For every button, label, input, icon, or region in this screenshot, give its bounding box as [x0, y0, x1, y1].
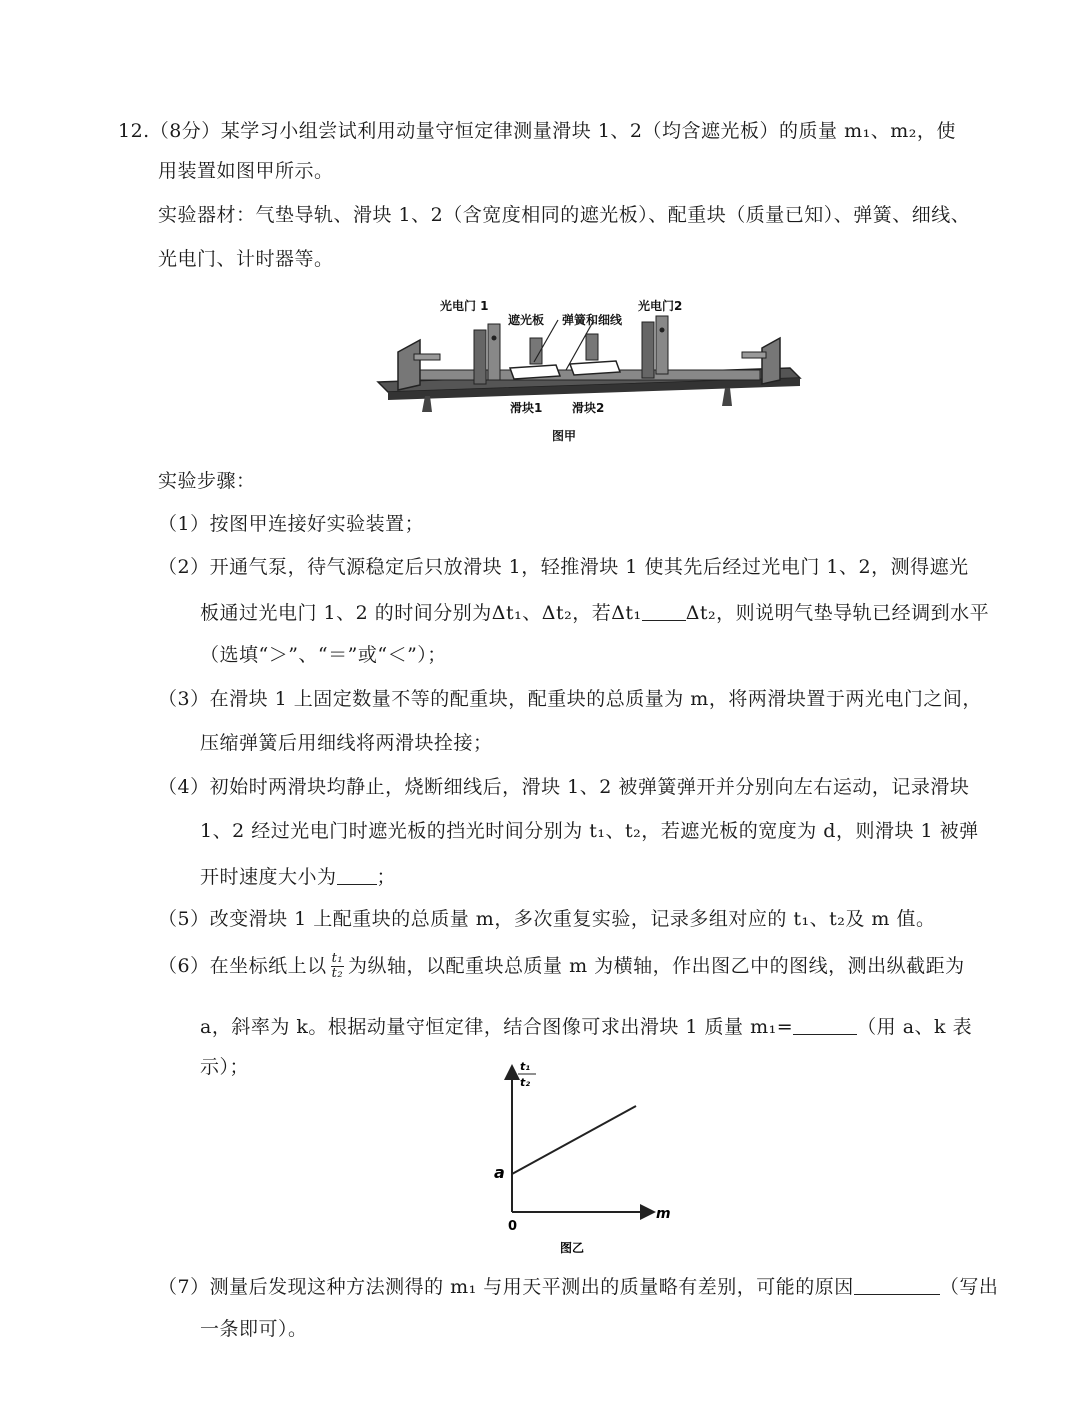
step-4-text-b: ； [376, 866, 397, 888]
label-slider-2: 滑块2 [572, 401, 605, 415]
answer-blank-4[interactable] [854, 1276, 940, 1295]
step-1: （1）按图甲连接好实验装置； [158, 513, 425, 535]
step-4-line-2: 1、2 经过光电门时遮光板的挡光时间分别为 t₁、t₂，若遮光板的宽度为 d，则滑块 1 被弹 [200, 820, 979, 842]
question-line-2: 用装置如图甲所示。 [158, 160, 334, 182]
caption-figure-b: 图乙 [560, 1241, 585, 1255]
materials-line-2: 光电门、计时器等。 [158, 248, 334, 270]
answer-blank-1[interactable] [642, 602, 686, 621]
fraction-t1-over-t2: $\frac{\text{t₁}}{\text{t₂}}$ [331, 951, 344, 982]
step-6-line-2 [200, 1016, 972, 1037]
step-4-line-3 [200, 866, 396, 887]
step-2-line-1: （2）开通气泵，待气源稳定后只放滑块 1，轻推滑块 1 使其先后经过光电门 1、2，测得遮光 [158, 556, 969, 578]
step-6-text-c: a，斜率为 k。根据动量守恒定律，结合图像可求出滑块 1 质量 m₁= [200, 1016, 794, 1038]
answer-blank-2[interactable] [337, 866, 377, 885]
step-3-line-1: （3）在滑块 1 上固定数量不等的配重块，配重块的总质量为 m，将两滑块置于两光电门之间， [158, 688, 982, 710]
step-7-line-2: 一条即可）。 [200, 1318, 308, 1340]
step-6-text-b: 为纵轴，以配重块总质量 m 为横轴，作出图乙中的图线，测出纵截距为 [348, 954, 965, 977]
step-7-text-a: （7）测量后发现这种方法测得的 m₁ 与用天平测出的质量略有差别，可能的原因 [158, 1276, 854, 1298]
step-5: （5）改变滑块 1 上配重块的总质量 m，多次重复实验，记录多组对应的 t₁、t₂及 m 值。 [158, 908, 936, 930]
step-7-line-1 [158, 1276, 998, 1297]
step-4-line-1: （4）初始时两滑块均静止，烧断细线后，滑块 1、2 被弹簧弹开并分别向左右运动，记录滑块 [158, 776, 970, 798]
figure-a-apparatus [370, 290, 810, 450]
y-label-num: t₁ [520, 1060, 531, 1073]
step-2-text-b: Δt₂，则说明气垫导轨已经调到水平 [685, 602, 990, 624]
materials-line-1: 实验器材：气垫导轨、滑块 1、2（含宽度相同的遮光板）、配重块（质量已知）、弹簧、细线、 [158, 204, 971, 226]
step-2-text-a: 板通过光电门 1、2 的时间分别为Δt₁、Δt₂，若Δt₁ [200, 602, 642, 624]
question-line-1: 12.（8分）某学习小组尝试利用动量守恒定律测量滑块 1、2（均含遮光板）的质量 m₁、m₂，使 [118, 120, 956, 142]
answer-blank-3[interactable] [793, 1016, 857, 1035]
step-2-line-2 [200, 602, 989, 623]
caption-figure-a: 图甲 [552, 429, 577, 443]
step-6-line-1 [158, 952, 965, 982]
step-3-line-2: 压缩弹簧后用细线将两滑块拴接； [200, 732, 493, 754]
label-shade: 遮光板 [508, 313, 545, 327]
step-6-line-3: 示）； [200, 1056, 250, 1078]
label-slider-1: 滑块1 [510, 401, 543, 415]
label-gate-1: 光电门 1 [440, 299, 489, 313]
label-spring: 弹簧和细线 [562, 313, 623, 327]
step-4-text-a: 开时速度大小为 [200, 866, 337, 888]
steps-title: 实验步骤： [158, 470, 256, 492]
label-gate-2: 光电门2 [638, 299, 683, 313]
x-label: m [656, 1206, 671, 1222]
step-2-line-3: （选填“＞”、“＝”或“＜”）； [200, 644, 447, 666]
step-6-text-a: （6）在坐标纸上以 [158, 954, 327, 977]
step-7-text-b: （写出 [939, 1276, 999, 1298]
origin-label: 0 [508, 1219, 518, 1234]
figure-b-graph [480, 1058, 700, 1258]
intercept-label: a [494, 1163, 505, 1182]
step-6-text-d: （用 a、k 表 [857, 1016, 973, 1038]
fitted-line [512, 1106, 636, 1174]
y-label-den: t₂ [520, 1076, 531, 1089]
